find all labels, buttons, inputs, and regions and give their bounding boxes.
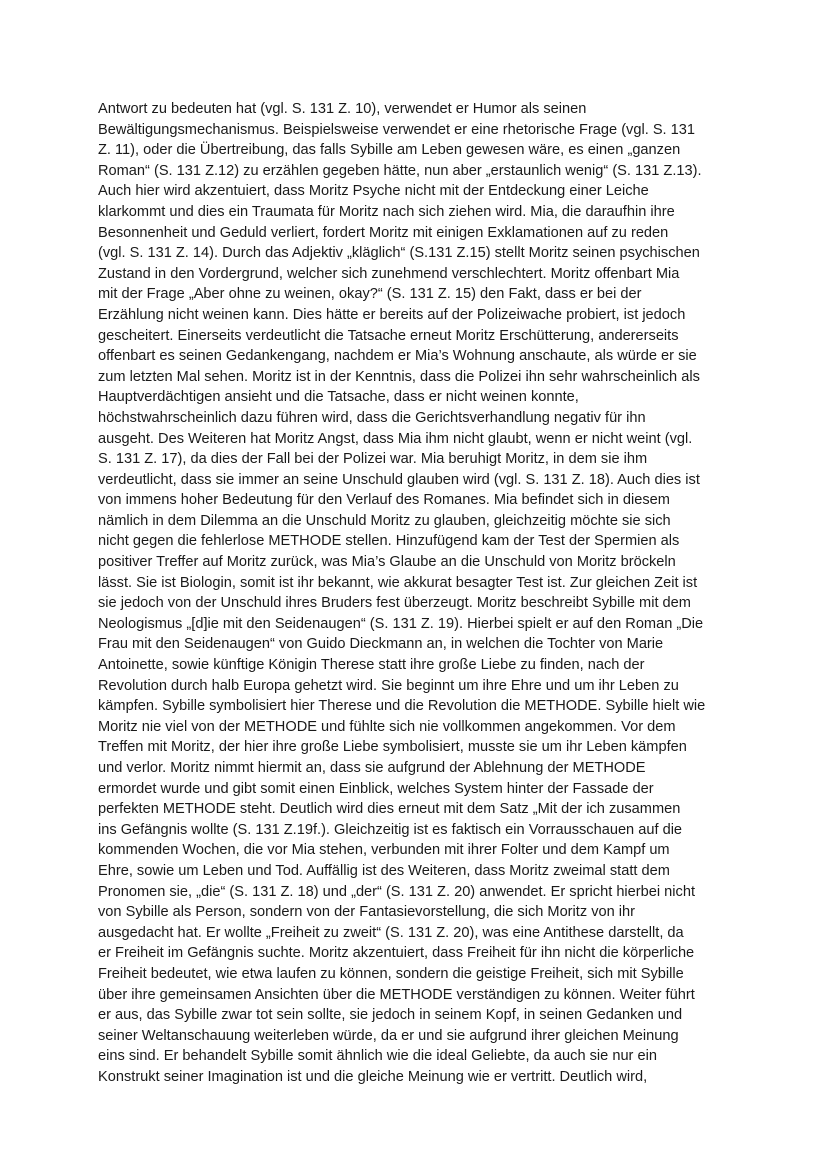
text-line: ins Gefängnis wollte (S. 131 Z.19f.). Gleichzeitig ist es faktisch ein Vorrausschauen auf die (98, 821, 683, 838)
text-line: Erzählung nicht weinen kann. Dies hätte er bereits auf der Polizeiwache probiert, ist jedoch (98, 306, 686, 323)
text-line: und verlor. Moritz nimmt hiermit an, dass sie aufgrund der Ablehnung der METHODE (98, 760, 646, 776)
text-line: offenbart es seinen Gedankengang, nachdem er Mia’s Wohnung anschaute, als würde er sie (98, 348, 697, 365)
text-line: positiver Treffer auf Moritz zurück, was Mia’s Glaube an die Unschuld von Moritz bröckeln (98, 554, 676, 571)
text-line: Pronomen sie, „die“ (S. 131 Z. 18) und „der“ (S. 131 Z. 20) anwendet. Er spricht hierbei nicht (98, 883, 696, 900)
text-line: höchstwahrscheinlich dazu führen wird, dass die Gerichtsverhandlung negativ für ihn (98, 409, 646, 426)
text-line: von immens hoher Bedeutung für den Verlauf des Romanes. Mia befindet sich in diesem (98, 492, 670, 509)
text-line: ermordet wurde und gibt somit einen Einblick, welches System hinter der Fassade der (98, 780, 654, 797)
text-line: ausgeht. Des Weiteren hat Moritz Angst, dass Mia ihm nicht glaubt, wenn er nicht weint (vgl. (98, 430, 693, 447)
text-line: er aus, das Sybille zwar tot sein sollte, sie jedoch in seinem Kopf, in seinen Gedanken und (98, 1007, 683, 1024)
text-line: kommenden Wochen, die vor Mia stehen, verbunden mit ihrer Folter und dem Kampf um (98, 842, 670, 859)
text-line: Neologismus „[d]ie mit den Seidenaugen“ (S. 131 Z. 19). Hierbei spielt er auf den Roman „Die (98, 615, 704, 632)
text-line: Zustand in den Vordergrund, welcher sich zunehmend verschlechtert. Moritz offenbart Mia (98, 265, 680, 282)
text-line: lässt. Sie ist Biologin, somit ist ihr bekannt, wie akkurat besagter Test ist. Zur gleichen Zeit ist (98, 574, 698, 591)
text-line: Konstrukt seiner Imagination ist und die gleiche Meinung wie er vertritt. Deutlich wird, (98, 1068, 648, 1085)
text-line: gescheitert. Einerseits verdeutlicht die Tatsache erneut Moritz Erschütterung, andererseits (98, 327, 679, 344)
text-line: Moritz nie viel von der METHODE und fühlte sich nie vollkommen angekommen. Vor dem (98, 718, 676, 735)
text-line: verdeutlicht, dass sie immer an seine Unschuld glauben wird (vgl. S. 131 Z. 18). Auch dies ist (98, 471, 700, 488)
text-line: klarkommt und dies ein Traumata für Moritz nach sich ziehen wird. Mia, die daraufhin ihre (98, 203, 675, 220)
text-line: über ihre gemeinsamen Ansichten über die METHODE verständigen zu können. Weiter führt (98, 986, 695, 1003)
text-line: er Freiheit im Gefängnis suchte. Moritz akzentuiert, dass Freiheit für ihn nicht die körperliche (98, 945, 695, 962)
text-line: ausgedacht hat. Er wollte „Freiheit zu zweit“ (S. 131 Z. 20), was eine Antithese darstellt, da (98, 924, 684, 941)
text-line: Antoinette, sowie künftige Königin Therese statt ihre große Liebe zu finden, nach der (98, 657, 645, 674)
text-line: (vgl. S. 131 Z. 14). Durch das Adjektiv „kläglich“ (S.131 Z.15) stellt Moritz seinen psychischen (98, 245, 700, 262)
text-line: sie jedoch von der Unschuld ihres Bruders fest überzeugt. Moritz beschreibt Sybille mit dem (98, 595, 691, 612)
text-line: Revolution durch halb Europa gehetzt wird. Sie beginnt um ihre Ehre und um ihr Leben zu (98, 677, 679, 694)
text-line: Auch hier wird akzentuiert, dass Moritz Psyche nicht mit der Entdeckung einer Leiche (98, 183, 649, 200)
text-line: Ehre, sowie um Leben und Tod. Auffällig ist des Weiteren, dass Moritz zweimal statt dem (98, 862, 670, 879)
text-line: Roman“ (S. 131 Z.12) zu erzählen gegeben hätte, nun aber „erstaunlich wenig“ (S. 131 Z.13). (98, 162, 702, 179)
text-line: zum letzten Mal sehen. Moritz ist in der Kenntnis, dass die Polizei ihn sehr wahrscheinlich als (98, 368, 700, 385)
text-line: nicht gegen die fehlerlose METHODE stellen. Hinzufügend kam der Test der Spermien als (98, 533, 680, 550)
body-text (98, 99, 738, 1088)
text-line: perfekten METHODE steht. Deutlich wird dies erneut mit dem Satz „Mit der ich zusammen (98, 801, 681, 818)
text-line: mit der Frage „Aber ohne zu weinen, okay?“ (S. 131 Z. 15) den Fakt, dass er bei der (98, 286, 642, 303)
text-line: Besonnenheit und Geduld verliert, fordert Moritz mit einigen Exklamationen auf zu reden (98, 224, 669, 241)
text-line: seiner Weltanschauung weiterleben würde, da er und sie aufgrund ihrer gleichen Meinung (98, 1027, 679, 1044)
text-line: von Sybille als Person, sondern von der Fantasievorstellung, die sich Moritz von ihr (98, 904, 635, 921)
text-line: Treffen mit Moritz, der hier ihre große Liebe symbolisiert, musste sie um ihr Leben kämpfen (98, 739, 687, 756)
text-line: Z. 11), oder die Übertreibung, das falls Sybille am Leben gewesen wäre, es einen „ganzen (98, 142, 681, 159)
text-line: Frau mit den Seidenaugen“ von Guido Dieckmann an, in welchen die Tochter von Marie (98, 636, 664, 653)
text-line: kämpfen. Sybille symbolisiert hier Therese und die Revolution die METHODE. Sybille hielt wie (98, 698, 706, 715)
text-line: S. 131 Z. 17), da dies der Fall bei der Polizei war. Mia beruhigt Moritz, in dem sie ihm (98, 451, 648, 468)
text-line: Antwort zu bedeuten hat (vgl. S. 131 Z. 10), verwendet er Humor als seinen (98, 101, 587, 117)
text-line: Bewältigungsmechanismus. Beispielsweise verwendet er eine rhetorische Frage (vgl. S. 131 (98, 121, 696, 138)
text-line: nämlich in dem Dilemma an die Unschuld Moritz zu glauben, gleichzeitig möchte sie sich (98, 512, 671, 529)
text-line: Hauptverdächtigen ansieht und die Tatsache, dass er nicht weinen konnte, (98, 389, 579, 406)
text-line: Freiheit bedeutet, wie etwa laufen zu können, sondern die geistige Freiheit, sich mit Sybille (98, 965, 684, 982)
text-line: eins sind. Er behandelt Sybille somit ähnlich wie die ideal Geliebte, da auch sie nur ein (98, 1048, 657, 1065)
